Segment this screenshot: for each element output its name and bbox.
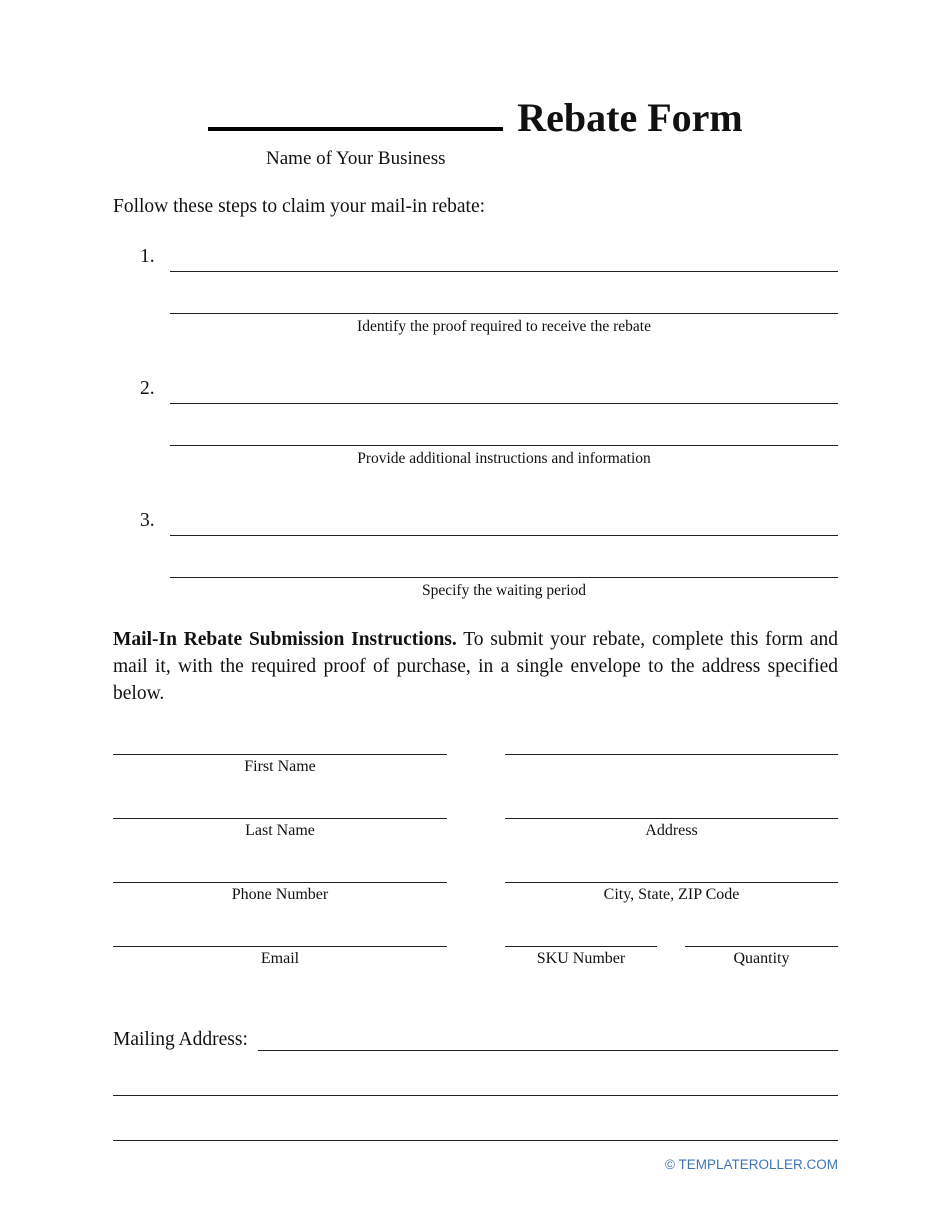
sku-number-blank [505,933,657,947]
city-state-zip-field [505,869,838,933]
mailing-address-row [113,1029,838,1051]
step-3 [113,494,838,600]
footer [665,1157,838,1172]
sku-quantity-row [505,933,838,997]
title-row [208,96,742,140]
business-name-caption: Name of Your Business [266,148,446,169]
mailing-address-blank-3 [113,1096,838,1141]
email-label: Email [260,950,300,967]
step-2-caption: Provide additional instructions and information [357,450,651,467]
business-name-blank [208,127,503,131]
step-3-line-1 [170,494,838,536]
last-name-label: Last Name [245,822,315,839]
steps-list [113,230,838,600]
submission-instructions-lead: Mail-In Rebate Submission Instructions. [113,629,457,650]
address-label: Address [645,822,698,839]
address-field-line-1 [505,741,838,805]
step-1-line-2 [170,272,838,314]
step-2-number: 2. [140,378,155,399]
email-field [113,933,447,997]
last-name-blank [113,805,447,819]
submission-instructions-body: To submit your rebate, complete this form and mail it, with the required proof of purchase, in a single envelope to the address specified below. [113,629,838,704]
city-state-zip-label: City, State, ZIP Code [603,886,740,903]
quantity-label: Quantity [733,950,790,967]
phone-number-label: Phone Number [231,886,329,903]
first-name-label: First Name [244,758,316,775]
sku-number-label: SKU Number [536,950,626,967]
submission-instructions [113,626,838,707]
fields-column-right [505,741,838,997]
step-2 [113,362,838,468]
fields-section [113,741,838,997]
sku-number-field [505,933,657,997]
intro-text: Follow these steps to claim your mail-in rebate: [113,196,486,217]
address-blank-1 [505,741,838,755]
title-block [208,96,742,170]
step-3-caption: Specify the waiting period [422,582,586,599]
templateroller-link[interactable]: TEMPLATEROLLER.COM [678,1157,838,1172]
phone-number-field [113,869,447,933]
last-name-field [113,805,447,869]
step-1-line-1 [170,230,838,272]
step-2-line-1 [170,362,838,404]
step-1 [113,230,838,336]
step-2-line-2 [170,404,838,446]
copyright-symbol: © [665,1157,675,1172]
address-field-line-2 [505,805,838,869]
page-title: Rebate Form [517,95,743,140]
phone-number-blank [113,869,447,883]
email-blank [113,933,447,947]
quantity-field [685,933,838,997]
quantity-blank [685,933,838,947]
step-3-lines [170,494,838,600]
step-2-lines [170,362,838,468]
step-1-caption: Identify the proof required to receive the rebate [357,318,651,335]
mailing-address-blank-1 [258,1029,838,1051]
fields-column-left [113,741,447,997]
city-state-zip-blank [505,869,838,883]
address-blank-2 [505,805,838,819]
step-1-lines [170,230,838,336]
first-name-field [113,741,447,805]
step-3-line-2 [170,536,838,578]
mailing-address-blank-2 [113,1051,838,1096]
mailing-address-label: Mailing Address: [113,1029,248,1050]
first-name-blank [113,741,447,755]
step-3-number: 3. [140,510,155,531]
step-1-number: 1. [140,246,155,267]
